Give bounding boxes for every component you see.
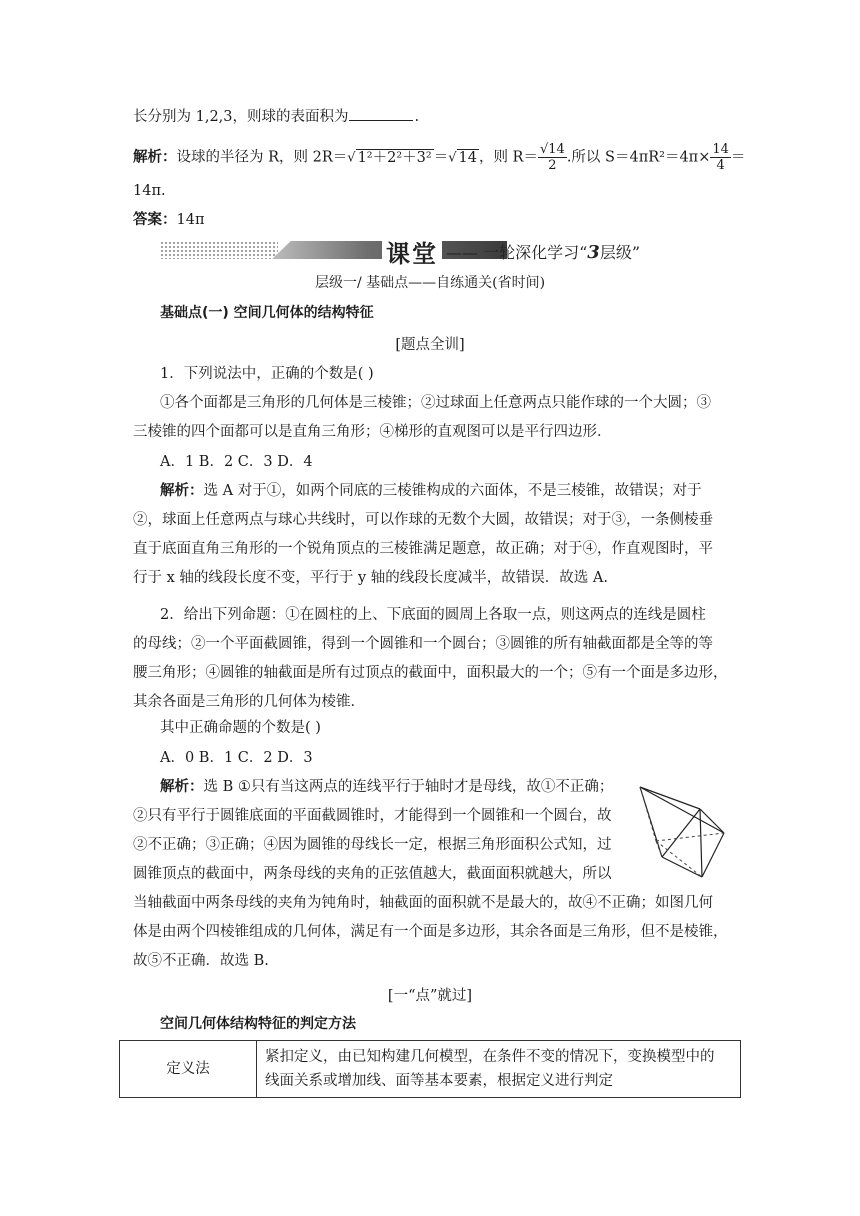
q1-body-line-2: 三棱锥的四个面都可以是直角三角形；④梯形的直观图可以是平行四边形． (133, 424, 612, 440)
fraction-s-numerator: 14 (712, 142, 729, 157)
method-desc-line-1: 紧扣定义，由已知构建几何模型，在条件不变的情况下，变换模型中的 (265, 1049, 715, 1065)
q1-options: A．1 B．2 C．3 D．4 (160, 454, 313, 470)
figure-hidden-edge (656, 833, 724, 841)
figure-edge (662, 857, 702, 877)
q2-solution-text-1: 选 B ①只有当这两点的连线平行于轴时才是母线，故①不正确； (203, 779, 614, 795)
solution-text-c: ，则 R＝ (478, 149, 538, 166)
method-desc-line-2: 线面关系或增加线、面等基本要素，根据定义进行判定 (265, 1073, 613, 1089)
problem-tail-end: . (414, 109, 420, 125)
banner-subtitle-b: 层级” (599, 243, 640, 262)
q2-solution-line-7: 故⑤不正确．故选 B. (133, 953, 269, 969)
q2-question: 其中正确命题的个数是( ) (160, 720, 321, 736)
section-heading-1: 基础点(一) 空间几何体的结构特征 (160, 305, 374, 321)
answer-line (133, 210, 204, 230)
q2-stem-line-4: 其余各面是三角形的几何体为棱锥． (133, 694, 365, 710)
problem-tail-text: 长分别为 1,2,3，则球的表面积为 (133, 109, 349, 125)
answer-blank (349, 106, 413, 121)
q1-solution-text-1: 选 A 对于①，如两个同底的三棱锥构成的六面体，不是三棱锥，故错误；对于 (203, 483, 702, 499)
banner-subtitle (446, 240, 640, 263)
q2-options: A．0 B．1 C．2 D．3 (160, 750, 313, 766)
sqrt-sign-2: √ (448, 150, 457, 166)
solution-result: 14π. (133, 183, 166, 199)
answer-label: 答案： (133, 211, 177, 228)
banner-subtitle-a: —— 一轮深化学习“ (446, 243, 588, 262)
banner-title: 课堂 (382, 234, 442, 269)
section-tag-1: [题点全训] (395, 337, 465, 353)
q2-solution-line-5: 当轴截面中两条母线的夹角为钝角时，轴截面的面积就不是最大的，故④不正确；如图几何 (133, 895, 713, 911)
figure-hidden-edge (656, 841, 662, 857)
section-tag-2: [一“点”就过] (387, 988, 473, 1004)
method-name-cell: 定义法 (120, 1041, 257, 1098)
geometry-figure (626, 773, 732, 879)
q1-solution-line-4: 行于 x 轴的线段长度不变，平行于 y 轴的线段长度减半，故错误．故选 A. (133, 570, 608, 586)
figure-hidden-edge (656, 841, 702, 877)
solution-text-b: ＝ (433, 149, 449, 166)
q2-solution-line-3: ②不正确；③正确；④因为圆锥的母线长一定，根据三角形面积公式知，过 (133, 837, 612, 853)
figure-edge (700, 809, 702, 877)
problem-tail-line (133, 106, 419, 127)
q2-solution-line-2: ②只有平行于圆锥底面的平面截圆锥时，才能得到一个圆锥和一个圆台，故 (133, 808, 612, 824)
q2-solution-label: 解析： (160, 778, 204, 795)
figure-edge (700, 809, 724, 833)
solution-label: 解析： (133, 148, 177, 166)
q1-stem: 1．下列说法中，正确的个数是( ) (160, 366, 374, 382)
q2-solution-line-4: 圆锥顶点的截面中，两条母线的夹角的正弦值越大，截面面积就越大，所以 (133, 866, 612, 882)
q2-solution-line-1 (160, 777, 613, 797)
fraction-r (538, 142, 567, 173)
fraction-r-denominator: 2 (548, 158, 557, 173)
q2-solution-line-6: 体是由两个四棱锥组成的几何体，满足有一个面是多边形，其余各面是三角形，但不是棱锥， (133, 924, 728, 940)
solution-text-d: .所以 S＝4πR²＝4π× (566, 149, 711, 166)
q1-solution-line-2: ②，球面上任意两点与球心共线时，可以作球的无数个大圆，故错误；对于③，一条侧棱垂 (133, 512, 713, 528)
solution-text-a: 设球的半径为 R，则 2R＝ (176, 149, 348, 166)
level-line: 层级一/ 基础点——自练通关(省时间) (314, 275, 546, 291)
table-row (120, 1041, 741, 1098)
fraction-r-numerator: √14 (539, 142, 565, 157)
q1-solution-line-1 (160, 481, 702, 501)
section-banner (160, 236, 680, 266)
solution-line (133, 142, 745, 173)
figure-edge (702, 833, 724, 877)
section-heading-2: 空间几何体结构特征的判定方法 (160, 1016, 356, 1032)
q1-body-line-1: ①各个面都是三角形的几何体是三棱锥；②过球面上任意两点只能作球的一个大圆；③ (160, 395, 711, 411)
fraction-s-denominator: 4 (716, 158, 725, 173)
q2-stem-line-2: 的母线；②一个平面截圆锥，得到一个圆锥和一个圆台；③圆锥的所有轴截面都是全等的等 (133, 636, 713, 652)
banner-dots-decoration (160, 241, 278, 259)
banner-subtitle-num: 3 (587, 242, 600, 263)
solution-text-e: ＝ (730, 149, 746, 166)
q2-stem-line-3: 腰三角形；④圆锥的轴截面是所有过顶点的截面中，面积最大的一个；⑤有一个面是多边形， (133, 665, 728, 681)
q2-stem-line-1: 2．给出下列命题：①在圆柱的上、下底面的圆周上各取一点，则这两点的连线是圆柱 (160, 607, 706, 623)
fraction-s (710, 142, 731, 173)
q1-solution-line-3: 直于底面直角三角形的一个锐角顶点的三棱锥满足题意，故正确；对于④，作直观图时，平 (133, 541, 713, 557)
method-table (119, 1040, 741, 1098)
sqrt-expression-2: 14 (458, 149, 477, 166)
method-desc-cell (257, 1041, 741, 1098)
sqrt-expression: 1²＋2²＋3² (357, 149, 432, 166)
sqrt-sign: √ (347, 150, 356, 166)
q1-solution-label: 解析： (160, 482, 204, 499)
figure-edge (640, 787, 700, 809)
answer-value: 14π (176, 212, 205, 228)
